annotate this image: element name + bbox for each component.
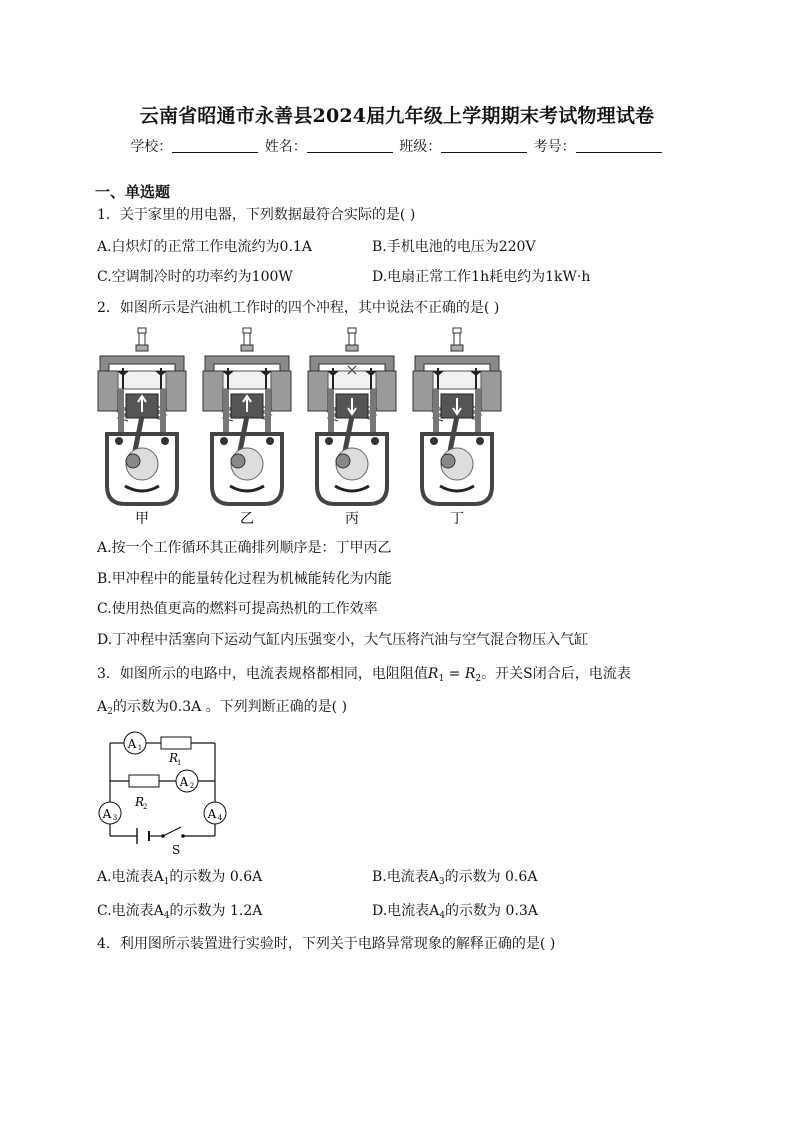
q1-option-a: A.白炽灯的正常工作电流约为0.1A <box>97 239 312 255</box>
student-info-line <box>0 136 794 156</box>
engine-jia <box>98 328 186 504</box>
resistor-r1 <box>161 737 191 749</box>
svg-text:3: 3 <box>112 814 118 822</box>
ammeter-a3 <box>99 802 121 824</box>
q4-stem: 4．利用图所示装置进行实验时，下列关于电路异常现象的解释正确的是( ) <box>97 936 556 952</box>
ammeter-a4 <box>204 802 226 824</box>
engine-yi <box>203 328 291 504</box>
svg-text:A: A <box>127 737 137 751</box>
q3-option-a: A.电流表$A_1$的示数为 0.6A <box>97 869 263 887</box>
label-ding: 丁 <box>450 511 464 527</box>
name-blank <box>307 138 393 153</box>
q2-option-b: B.甲冲程中的能量转化过程为机械能转化为内能 <box>97 571 392 587</box>
q3-stem-line2: $A_2$的示数为0.3A 。下列判断正确的是( ) <box>97 699 348 717</box>
q1-option-c: C.空调制冷时的功率约为100W <box>97 269 293 285</box>
engine-ding <box>413 328 501 504</box>
q1-option-d: D.电扇正常工作1h耗电约为1kW·h <box>372 269 591 285</box>
svg-text:A: A <box>102 807 112 821</box>
number-label: 考号： <box>533 139 576 155</box>
circuit-diagram <box>95 728 235 858</box>
svg-text:4: 4 <box>217 814 223 822</box>
school-blank <box>172 138 258 153</box>
school-label: 学校： <box>130 139 173 155</box>
q1-stem: 1．关于家里的用电器，下列数据最符合实际的是( ) <box>97 207 416 223</box>
svg-text:R: R <box>169 751 179 765</box>
svg-text:2: 2 <box>189 782 195 790</box>
name-label: 姓名： <box>264 139 307 155</box>
q1-option-b: B.手机电池的电压为220V <box>372 239 536 255</box>
number-blank <box>576 138 662 153</box>
svg-text:A: A <box>179 775 189 789</box>
q3-option-b: B.电流表$A_3$的示数为 0.6A <box>372 869 538 887</box>
svg-text:R: R <box>135 795 145 809</box>
label-yi: 乙 <box>240 511 254 527</box>
q2-option-c: C.使用热值更高的燃料可提高热机的工作效率 <box>97 601 378 617</box>
r1-label <box>168 751 181 767</box>
q3-stem-line1: 3．如图所示的电路中，电流表规格都相同，电阻阻值$R_1 = R_2$。开关S闭合后，电流表 <box>97 666 631 684</box>
label-bing: 丙 <box>345 511 359 527</box>
svg-text:A: A <box>207 807 217 821</box>
engine-strokes-figure <box>95 326 505 531</box>
class-label: 班级： <box>399 139 442 155</box>
ammeter-a2 <box>176 770 198 792</box>
q2-option-a: A.按一个工作循环其正确排列顺序是：丁甲丙乙 <box>97 540 392 556</box>
q3-option-d: D.电流表$A_4$的示数为 0.3A <box>372 903 538 921</box>
exam-title: 云南省昭通市永善县2024届九年级上学期期末考试物理试卷 <box>139 105 655 127</box>
engine-bing <box>308 328 396 504</box>
svg-text:1: 1 <box>177 759 182 767</box>
switch-label: S <box>172 843 181 857</box>
r2-label <box>134 795 147 811</box>
q2-option-d: D.丁冲程中活塞向下运动气缸内压强变小，大气压将汽油与空气混合物压入气缸 <box>97 632 589 648</box>
section-title: 一、单选题 <box>95 183 171 201</box>
resistor-r2 <box>129 775 159 787</box>
q2-stem: 2．如图所示是汽油机工作时的四个冲程，其中说法不正确的是( ) <box>97 300 500 316</box>
switch-contact <box>181 834 185 838</box>
switch-pivot <box>161 834 165 838</box>
svg-text:1: 1 <box>137 744 143 752</box>
svg-text:2: 2 <box>143 803 148 811</box>
ammeter-a1 <box>124 732 146 754</box>
class-blank <box>441 138 527 153</box>
label-jia: 甲 <box>135 511 149 527</box>
q3-option-c: C.电流表$A_4$的示数为 1.2A <box>97 903 263 921</box>
